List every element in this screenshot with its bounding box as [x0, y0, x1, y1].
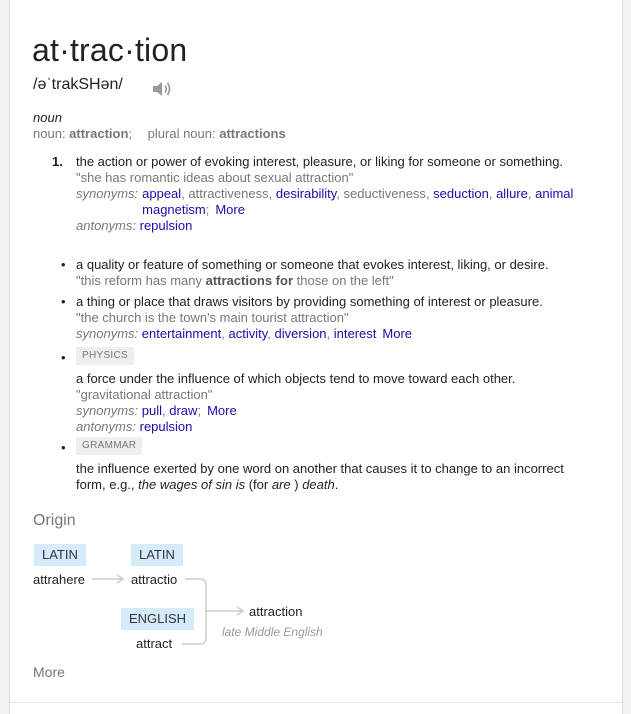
more-synonyms-link[interactable]: More: [215, 202, 245, 217]
bullet: •: [61, 294, 66, 309]
definition: a force under the influence of which objects tend to move toward each other.: [76, 371, 516, 386]
divider: [10, 702, 622, 703]
plural-label: plural noun:: [147, 126, 216, 141]
example: "this reform has many attractions for those on the left": [76, 273, 394, 288]
synonyms-row: synonyms: appeal, attractiveness, desirability, seductiveness, seduction, allure, animal magnetism; More: [76, 186, 574, 217]
headword: at·trac·tion: [32, 32, 188, 68]
synonym-link[interactable]: seduction: [433, 186, 489, 201]
example: "she has romantic ideas about sexual attraction": [76, 170, 354, 185]
word-forms: noun: attraction; plural noun: attractions: [33, 126, 286, 141]
synonym-link[interactable]: activity: [228, 326, 268, 341]
more-link[interactable]: More: [33, 664, 65, 680]
subject-tag: PHYSICS: [76, 347, 134, 365]
synonyms-label: synonyms:: [76, 326, 139, 341]
synonym-link[interactable]: pull: [141, 403, 163, 418]
forms-label: noun:: [33, 126, 66, 141]
bullet: •: [61, 257, 66, 272]
synonym-link[interactable]: allure: [496, 186, 528, 201]
synonym-link[interactable]: desirability: [275, 186, 337, 201]
more-synonyms-link[interactable]: More: [382, 326, 413, 341]
synonyms-row: synonyms: pull, draw; More: [76, 403, 237, 418]
synonym-link[interactable]: draw: [169, 403, 198, 418]
synonym-text: seductiveness: [343, 186, 426, 201]
more-synonyms-link[interactable]: More: [207, 403, 237, 418]
bullet: •: [61, 350, 66, 365]
etymon-attrahere: attrahere: [33, 572, 86, 587]
synonym-link[interactable]: entertainment: [141, 326, 222, 341]
language-tag-english: ENGLISH: [121, 608, 194, 630]
etymon-attractio: attractio: [131, 572, 178, 587]
language-tag-latin: LATIN: [34, 544, 86, 566]
synonym-link[interactable]: appeal: [142, 186, 182, 201]
origin-period: late Middle English: [222, 625, 323, 639]
antonyms-label: antonyms:: [76, 218, 136, 233]
synonym-link[interactable]: diversion: [274, 326, 327, 341]
definition: the action or power of evoking interest, pleasure, or liking for someone or something.: [76, 154, 564, 169]
definition: a thing or place that draws visitors by providing something of interest or pleasure.: [76, 294, 543, 309]
antonyms-label: antonyms:: [76, 419, 136, 434]
synonym-link[interactable]: animal magnetism: [142, 186, 574, 217]
sense-number: 1.: [52, 154, 63, 169]
plural-value: attractions: [219, 126, 286, 141]
definition: a quality or feature of something or someone that evokes interest, liking, or desire.: [76, 257, 549, 272]
synonym-text: attractiveness: [188, 186, 269, 201]
synonyms-label: synonyms:: [76, 186, 139, 201]
result-attraction: attraction: [249, 604, 303, 619]
pronunciation: /əˈtrakSHən/: [33, 76, 123, 93]
dictionary-card: [9, 0, 623, 714]
synonyms-row: synonyms: entertainment, activity, diversion, interest More: [76, 326, 413, 341]
antonym-link[interactable]: repulsion: [139, 419, 193, 434]
etymon-attract: attract: [136, 636, 173, 651]
definition: the influence exerted by one word on another that causes it to change to an incorrect form, e.g., the wages of sin is (for are ) death.: [76, 461, 564, 492]
synonym-link[interactable]: interest: [333, 326, 377, 341]
part-of-speech: noun: [33, 110, 62, 125]
synonyms-label: synonyms:: [76, 403, 139, 418]
etymology-connectors: [10, 0, 622, 714]
antonym-link[interactable]: repulsion: [139, 218, 193, 233]
example: "gravitational attraction": [76, 387, 213, 402]
origin-heading: Origin: [33, 512, 76, 529]
bullet: •: [61, 440, 66, 455]
subject-tag: GRAMMAR: [76, 437, 142, 455]
language-tag-latin: LATIN: [131, 544, 183, 566]
forms-value: attraction: [69, 126, 129, 141]
example: "the church is the town's main tourist attraction": [76, 310, 349, 325]
